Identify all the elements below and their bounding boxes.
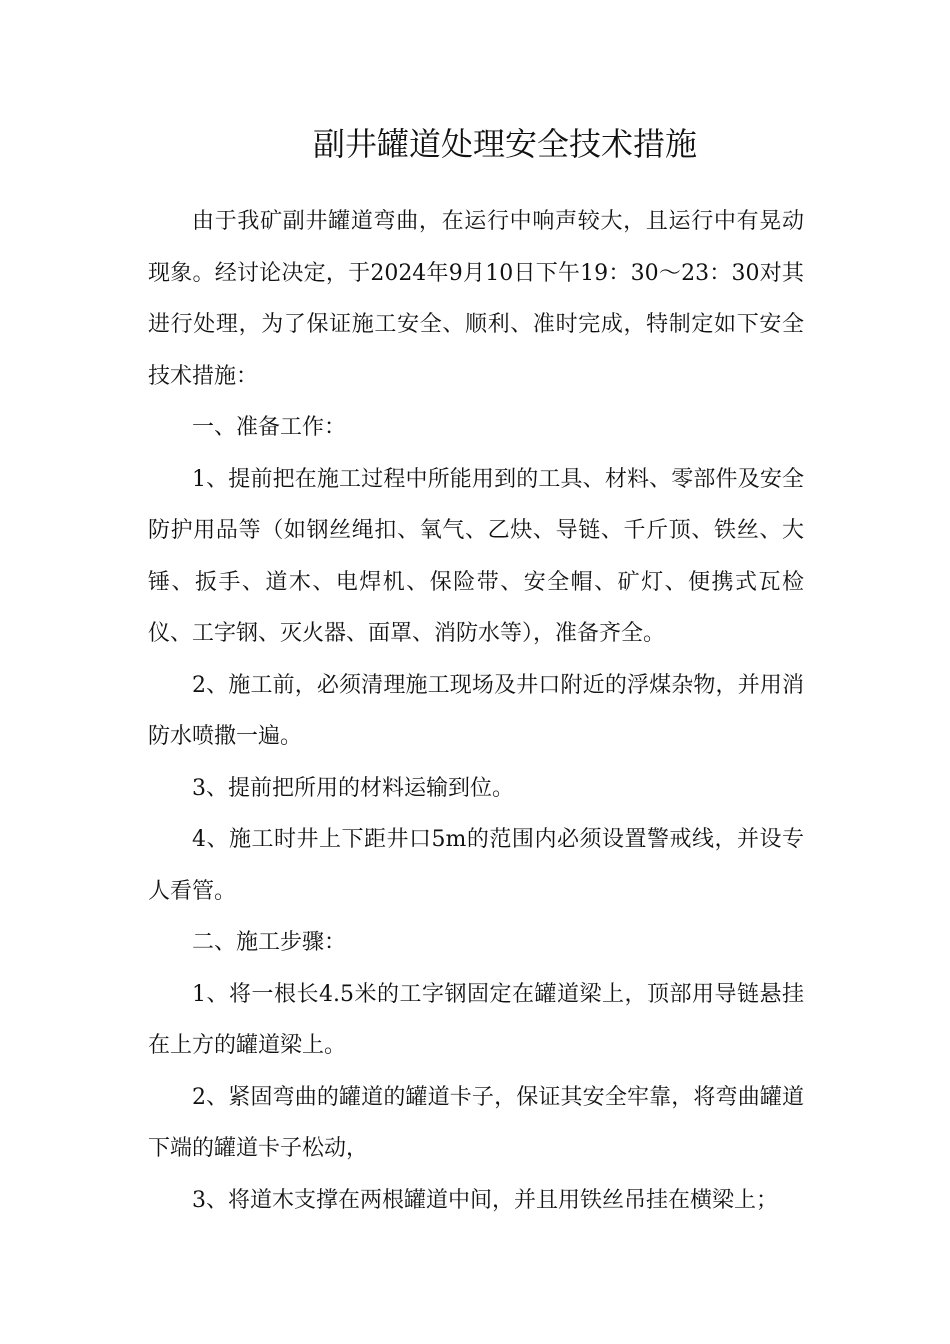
step-item-1: 1、将一根长4.5米的工字钢固定在罐道梁上，顶部用导链悬挂在上方的罐道梁上。 xyxy=(148,981,804,1058)
preparation-item-1: 1、提前把在施工过程中所能用到的工具、材料、零部件及安全防护用品等（如钢丝绳扣、氧气、乙炔、导链、千斤顶、铁丝、大锤、扳手、道木、电焊机、保险带、安全帽、矿灯、便携式瓦检仪、工字钢、灭火器、面罩、消防水等），准备齐全。 xyxy=(148,466,804,646)
document-body xyxy=(148,196,804,1226)
preparation-item-2: 2、施工前，必须清理施工现场及井口附近的浮煤杂物，并用消防水喷撒一遍。 xyxy=(148,672,804,749)
step-item-3: 3、将道木支撑在两根罐道中间，并且用铁丝吊挂在横梁上； xyxy=(192,1187,778,1213)
section-heading-steps: 二、施工步骤： xyxy=(192,930,347,955)
intro-paragraph: 由于我矿副井罐道弯曲，在运行中响声较大，且运行中有晃动现象。经讨论决定，于2024年9月10日下午19：30～23：30对其进行处理，为了保证施工安全、顺利、准时完成，特制定如下安全技术措施： xyxy=(148,209,804,389)
step-item-2: 2、紧固弯曲的罐道的罐道卡子，保证其安全牢靠，将弯曲罐道下端的罐道卡子松动， xyxy=(148,1084,804,1161)
section-heading-preparation: 一、准备工作： xyxy=(192,415,347,440)
preparation-item-3: 3、提前把所用的材料运输到位。 xyxy=(192,775,514,801)
document-title: 副井罐道处理安全技术措施 xyxy=(312,125,697,163)
preparation-item-4: 4、施工时井上下距井口5m的范围内必须设置警戒线，并设专人看管。 xyxy=(148,827,804,904)
